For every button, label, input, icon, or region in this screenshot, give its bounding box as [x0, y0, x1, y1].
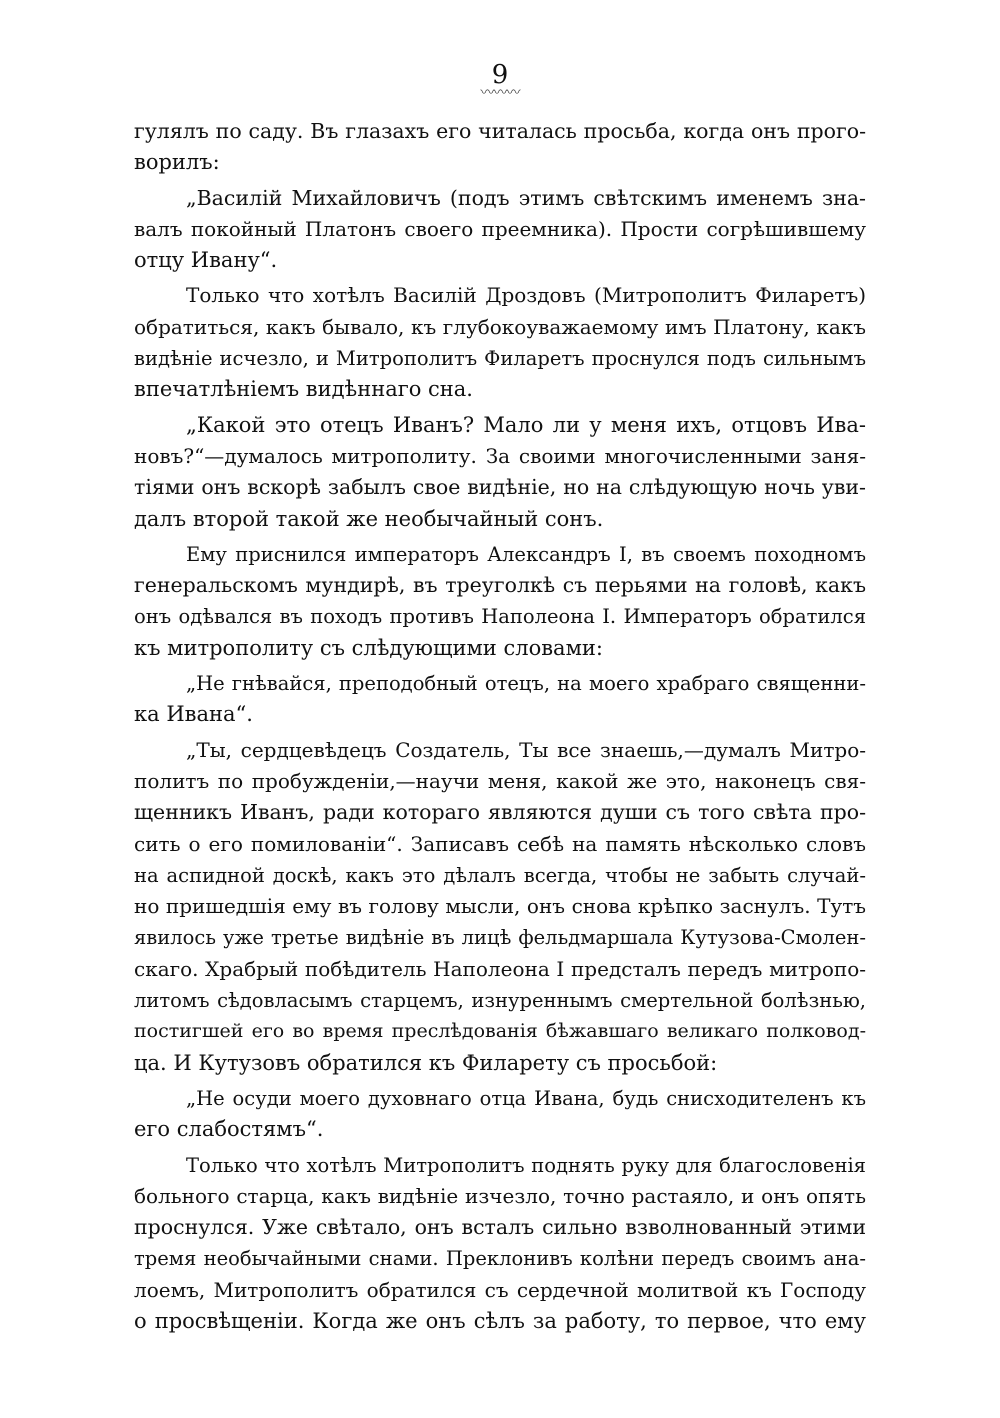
text-line: впечатлѣніемъ видѣннаго сна. [134, 377, 473, 402]
text-line: къ митрополиту съ слѣдующими словами: [134, 635, 603, 660]
text-line: „Василій Михайловичъ (подъ этимъ свѣтскимъ именемъ зна- [186, 185, 866, 210]
text-line: лоемъ, Митрополитъ обратился съ сердечной молитвой къ Господу [134, 1277, 866, 1302]
text-line: явилось уже третье видѣніе въ лицѣ фельдмаршала Кутузова-Смолен- [134, 926, 866, 950]
text-line: новъ?“—думалось митрополиту. За своими многочисленными заня- [134, 443, 866, 468]
text-line: политъ по пробужденіи,—научи меня, какой же это, наконецъ свя- [134, 768, 866, 793]
text-line: на аспидной доскѣ, какъ это дѣлалъ всегда, чтобы не забыть случай- [134, 863, 866, 887]
text-line: „Не гнѣвайся, преподобный отецъ, на моего храбраго священни- [186, 672, 866, 696]
text-line: постигшей его во время преслѣдованія бѣжавшаго великаго полковод- [134, 1020, 866, 1043]
text-line: сить о его помилованіи“. Записавъ себѣ на память нѣсколько словъ [134, 831, 866, 856]
text-line: видѣніе исчезло, и Митрополитъ Филаретъ проснулся подъ сильнымъ [134, 347, 866, 371]
text-line: тіями онъ вскорѣ забылъ свое видѣніе, но на слѣдующую ночь уви- [134, 475, 866, 500]
text-line: „Ты, сердцевѣдецъ Создатель, Ты все знаешь,—думалъ Митро- [186, 737, 866, 762]
text-line: обратиться, какъ бывало, къ глубокоуважаемому имъ Платону, какъ [134, 314, 866, 339]
text-line: литомъ сѣдовласымъ старцемъ, изнуреннымъ смертельной болѣзнью, [134, 989, 866, 1013]
text-line: Ему приснился императоръ Александръ I, въ своемъ походномъ [186, 542, 866, 566]
page-number: 9 [491, 60, 509, 90]
text-line: Только что хотѣлъ Василій Дроздовъ (Митрополитъ Филаретъ) [186, 283, 866, 308]
text-line: но пришедшія ему въ голову мысли, онъ снова крѣпко заснулъ. Тутъ [134, 894, 866, 919]
text-line: „Какой это отецъ Иванъ? Мало ли у меня ихъ, отцовъ Ива- [186, 412, 866, 437]
paragraph [134, 735, 866, 1079]
text-line: тремя необычайными снами. Преклонивъ колѣни передъ своимъ ана- [134, 1247, 866, 1271]
text-line: Только что хотѣлъ Митрополитъ поднять руку для благословенія [186, 1153, 866, 1177]
text-line: „Не осуди моего духовнаго отца Ивана, будь снисходителенъ къ [186, 1086, 866, 1110]
paragraph [134, 116, 866, 179]
text-line: щенникъ Иванъ, ради котораго являются души съ того свѣта про- [134, 800, 866, 825]
text-line: ка Ивана“. [134, 702, 253, 727]
text-line: его слабостямъ“. [134, 1117, 324, 1142]
page-number-ornament: 〰〰〰 [480, 85, 520, 101]
text-line: скаго. Храбрый побѣдитель Наполеона I предсталъ передъ митропо- [134, 956, 866, 981]
text-line: проснулся. Уже свѣтало, онъ всталъ сильно взволнованный этими [134, 1215, 866, 1240]
text-line: генеральскомъ мундирѣ, въ треуголкѣ съ перьями на головѣ, какъ [134, 573, 866, 598]
paragraph [134, 668, 866, 731]
paragraph [134, 183, 866, 277]
text-line: онъ одѣвался въ походъ противъ Наполеона I. Императоръ обратился [134, 605, 866, 629]
body-text [134, 116, 866, 1337]
text-line: больного старца, какъ видѣніе изчезло, точно растаяло, и онъ опять [134, 1183, 866, 1208]
paragraph [134, 1150, 866, 1338]
text-line: валъ покойный Платонъ своего преемника). Прости согрѣшившему [134, 216, 866, 241]
paragraph [134, 410, 866, 535]
text-line: гулялъ по саду. Въ глазахъ его читалась просьба, когда онъ прого- [134, 119, 866, 143]
text-line: далъ второй такой же необычайный сонъ. [134, 506, 604, 531]
text-line: ворилъ: [134, 150, 220, 175]
text-line: ца. И Кутузовъ обратился къ Филарету съ просьбой: [134, 1050, 718, 1075]
text-line: о просвѣщеніи. Когда же онъ сѣлъ за работу, то первое, что ему [134, 1308, 866, 1333]
paragraph [134, 1083, 866, 1146]
text-line: отцу Ивану“. [134, 248, 278, 273]
paragraph [134, 280, 866, 405]
paragraph [134, 539, 866, 664]
